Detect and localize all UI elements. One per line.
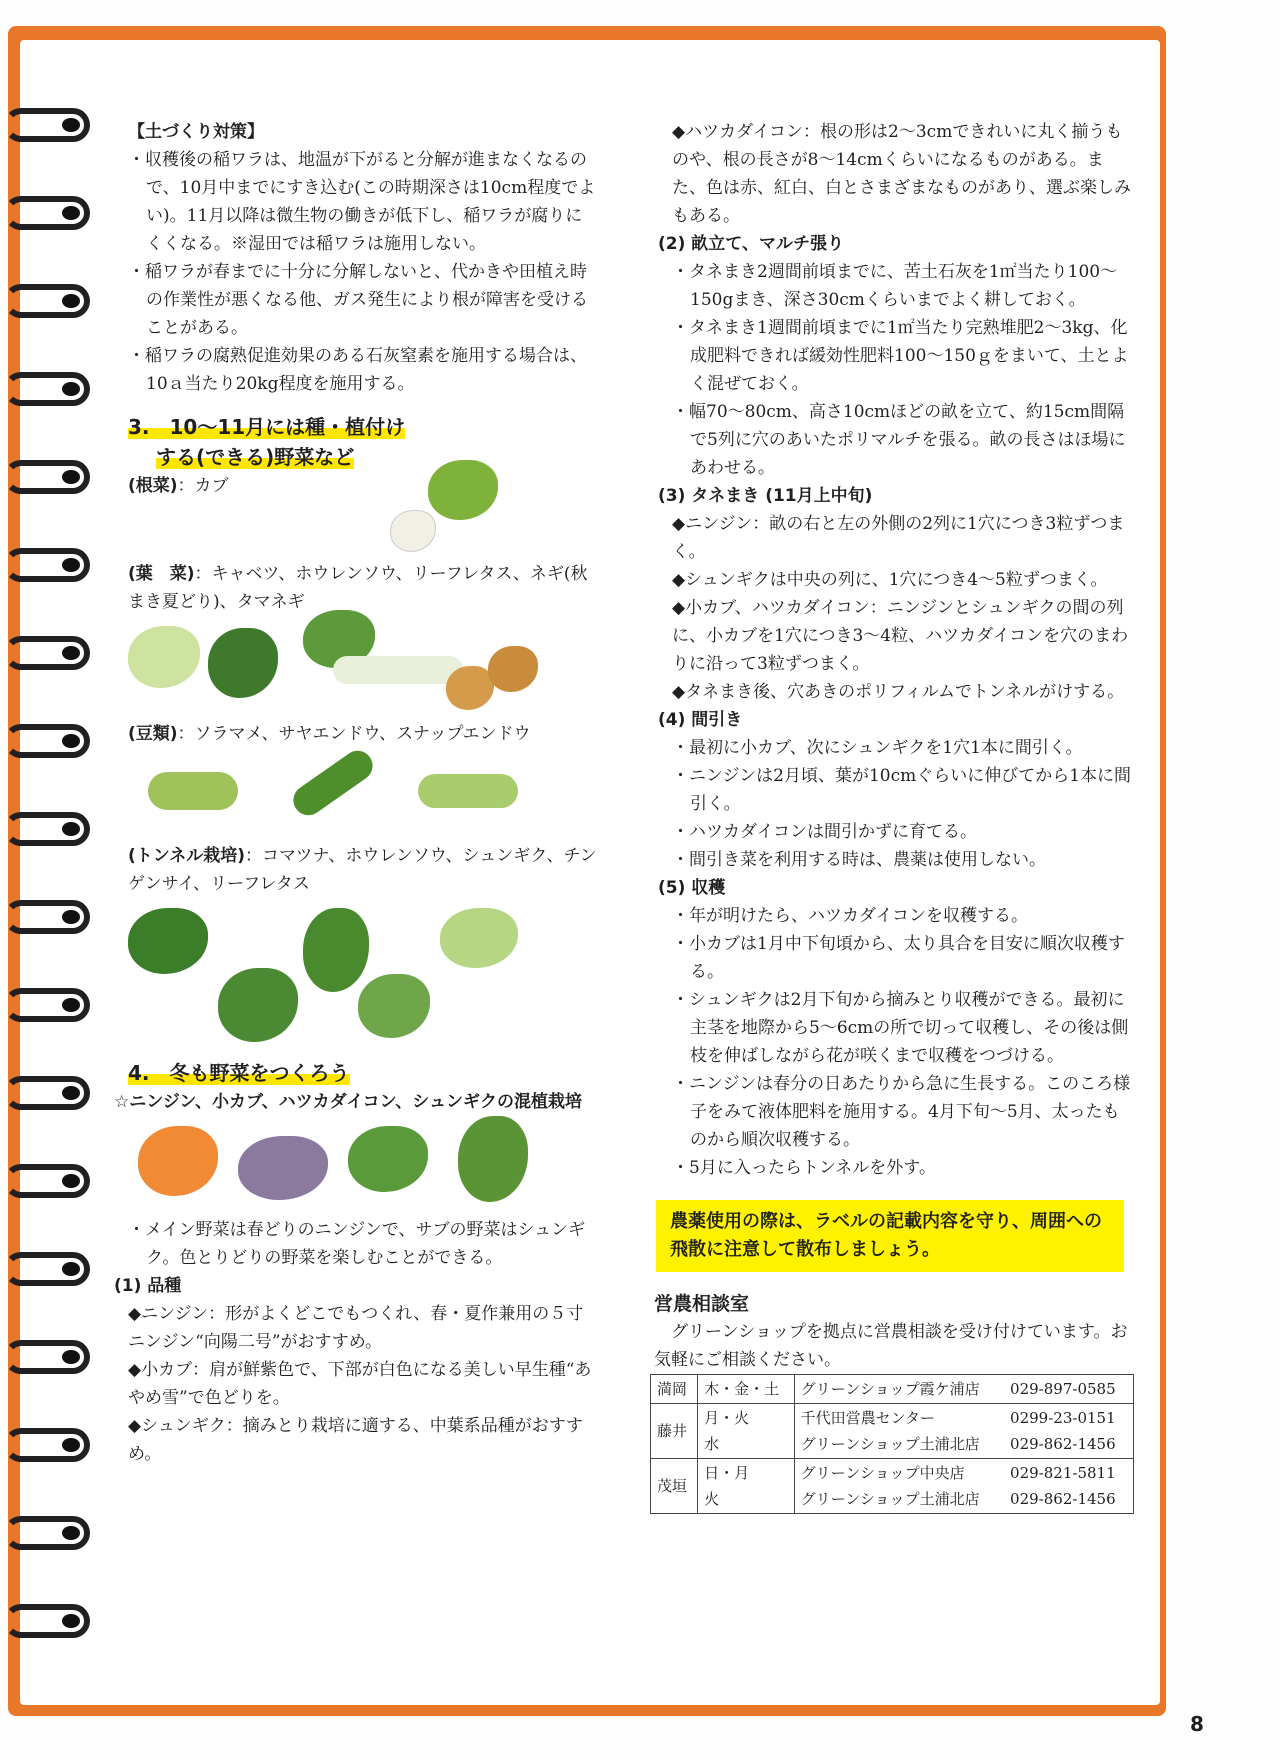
- binder-ring: [4, 1428, 90, 1462]
- sowing-item: ◆タネまき後、穴あきのポリフィルムでトンネルがけする。: [672, 682, 1125, 702]
- sowing-heading: (3) タネまき (11月上中旬): [658, 486, 873, 506]
- shop-line: 千代田営農センター: [800, 1409, 936, 1427]
- section-4-subheading: ☆ニンジン、小カブ、ハツカダイコン、シュンギクの混植栽培: [114, 1092, 582, 1112]
- leaf-veg-text: ：キャベツ、ホウレンソウ、リーフレタス、ネギ(秋まき夏どり)、タマネギ: [128, 564, 588, 612]
- section-3-line1: 3. 10～11月には種・植付け: [128, 415, 406, 439]
- days-cell: [698, 1459, 794, 1514]
- area-cell: 満岡: [651, 1375, 698, 1404]
- radish-variety: ◆ハツカダイコン：根の形は2～3cmできれいに丸く揃うものや、根の長さが8～14cmくらいになるものがある。また、色は赤、紅白、白とさまざまなものがあり、選ぶ楽しみもある。: [672, 122, 1131, 226]
- thinning-bullet: ・間引き菜を利用する時は、農薬は使用しない。: [672, 850, 1046, 870]
- binder-ring: [4, 372, 90, 406]
- area-cell: 藤井: [651, 1404, 698, 1459]
- section-3-heading-cont: [128, 442, 598, 472]
- shop-cell: [794, 1459, 1004, 1514]
- tel-cell: [1004, 1459, 1133, 1514]
- root-veg-text: ：カブ: [177, 476, 229, 496]
- sowing-item: ◆シュンギクは中央の列に、1穴につき4～5粒ずつまく。: [672, 570, 1108, 590]
- shop-line: グリーンショップ土浦北店: [800, 1435, 980, 1453]
- right-column: [654, 118, 1134, 1514]
- days-line: 日・月: [704, 1464, 750, 1482]
- binder-ring: [4, 636, 90, 670]
- days-cell: [698, 1404, 794, 1459]
- variety-item: ◆小カブ：肩が鮮紫色で、下部が白色になる美しい早生種“あやめ雪”で色どりを。: [128, 1360, 592, 1408]
- consult-table: [650, 1374, 1134, 1514]
- leaf-veg-line: [128, 560, 598, 616]
- table-row: [651, 1375, 1134, 1404]
- thinning-bullet: ・ハツカダイコンは間引かずに育てる。: [672, 822, 977, 842]
- binder-ring: [4, 284, 90, 318]
- ridge-bullet: ・タネまき2週間前頃までに、苦土石灰を1㎡当たり100～150gまき、深さ30cmくらいまでよく耕しておく。: [672, 262, 1118, 310]
- tunnel-veg-illustration: [128, 898, 598, 1058]
- consult-heading: 営農相談室: [654, 1293, 750, 1315]
- root-veg-label: (根菜): [128, 476, 178, 496]
- soil-bullet: ・稲ワラの腐熟促進効果のある石灰窒素を施用する場合は、10ａ当たり20kg程度を施用する。: [128, 346, 587, 394]
- thinning-bullet: ・最初に小カブ、次にシュンギクを1穴1本に間引く。: [672, 738, 1083, 758]
- days-line: 水: [704, 1435, 720, 1453]
- sowing-item: ◆小カブ、ハツカダイコン：ニンジンとシュンギクの間の列に、小カブを1穴につき3～4粒、ハツカダイコンを穴のまわりに沿って3粒ずつまく。: [672, 598, 1129, 674]
- binder-ring: [4, 724, 90, 758]
- section-4-title: 4. 冬も野菜をつくろう: [128, 1061, 350, 1085]
- consult-text: グリーンショップを拠点に営農相談を受け付けています。お気軽にご相談ください。: [654, 1322, 1128, 1370]
- bean-text: ：ソラマメ、サヤエンドウ、スナップエンドウ: [177, 724, 531, 744]
- shop-line: グリーンショップ中央店: [800, 1464, 965, 1482]
- sowing-item: ◆ニンジン：畝の右と左の外側の2列に1穴につき3粒ずつまく。: [672, 514, 1125, 562]
- thinning-bullet: ・ニンジンは2月頃、葉が10cmぐらいに伸びてから1本に間引く。: [672, 766, 1132, 814]
- soil-heading: 【土づくり対策】: [128, 122, 264, 142]
- binder-ring: [4, 900, 90, 934]
- bean-illustration: [128, 748, 598, 842]
- harvest-bullet: ・年が明けたら、ハツカダイコンを収穫する。: [672, 906, 1028, 926]
- leaf-veg-label: (葉 菜): [128, 564, 195, 584]
- variety-item: ◆シュンギク：摘みとり栽培に適する、中葉系品種がおすすめ。: [128, 1416, 583, 1464]
- area-cell: 茂垣: [651, 1459, 698, 1514]
- variety-item: ◆ニンジン：形がよくどこでもつくれ、春・夏作兼用の５寸ニンジン“向陽二号”がおすすめ。: [128, 1304, 584, 1352]
- tel-cell: [1004, 1404, 1133, 1459]
- section-3-heading: [128, 412, 598, 442]
- binder-ring: [4, 988, 90, 1022]
- section-4-heading: [128, 1058, 598, 1088]
- binder-ring: [4, 1340, 90, 1374]
- days-line: 月・火: [704, 1409, 750, 1427]
- ridge-bullet: ・幅70～80cm、高さ10cmほどの畝を立て、約15cm間隔で5列に穴のあいたポリマルチを張る。畝の長さはほ場にあわせる。: [672, 402, 1126, 478]
- variety-heading: (1) 品種: [114, 1276, 182, 1296]
- ridge-bullet: ・タネまき1週間前頃までに1㎡当たり完熟堆肥2～3kg、化成肥料できれば緩効性肥料100～150ｇをまいて、土とよく混ぜておく。: [672, 318, 1129, 394]
- tel-line: 029-821-5811: [1010, 1464, 1116, 1482]
- mixed-veg-illustration: [128, 1116, 598, 1216]
- table-row: [651, 1404, 1134, 1459]
- soil-bullet: ・収穫後の稲ワラは、地温が下がると分解が進まなくなるので、10月中までにすき込む(この時期深さは10cm程度でよい)。11月以降は微生物の働きが低下し、稲ワラが腐りにくくなる。※湿田では稲ワラは施用しない。: [128, 150, 596, 254]
- binder-ring: [4, 1516, 90, 1550]
- table-row: [651, 1459, 1134, 1514]
- tel-line: 029-862-1456: [1010, 1490, 1116, 1508]
- binder-ring: [4, 1604, 90, 1638]
- bean-line: [128, 720, 598, 748]
- root-veg-line: [128, 472, 598, 500]
- turnip-illustration: [128, 500, 598, 560]
- tel-line: 0299-23-0151: [1010, 1409, 1116, 1427]
- binder-ring: [4, 460, 90, 494]
- bean-label: (豆類): [128, 724, 178, 744]
- binder-ring: [4, 812, 90, 846]
- days-cell: 木・金・土: [698, 1375, 794, 1404]
- shop-cell: グリーンショップ霞ケ浦店: [794, 1375, 1004, 1404]
- thinning-heading: (4) 間引き: [658, 710, 743, 730]
- left-column: [114, 118, 598, 1468]
- binder-ring: [4, 1076, 90, 1110]
- shop-cell: [794, 1404, 1004, 1459]
- shop-line: グリーンショップ土浦北店: [800, 1490, 980, 1508]
- harvest-bullet: ・シュンギクは2月下旬から摘みとり収穫ができる。最初に主茎を地際から5～6cmの所で切って収穫し、その後は側枝を伸ばしながら花が咲くまで収穫をつづける。: [672, 990, 1129, 1066]
- sec4-bullet: ・メイン野菜は春どりのニンジンで、サブの野菜はシュンギク。色とりどりの野菜を楽しむことができる。: [128, 1220, 586, 1268]
- soil-bullet: ・稲ワラが春までに十分に分解しないと、代かきや田植え時の作業性が悪くなる他、ガス発生により根が障害を受けることがある。: [128, 262, 588, 338]
- section-3-line2: する(できる)野菜など: [156, 445, 355, 469]
- binder-ring: [4, 108, 90, 142]
- days-line: 火: [704, 1490, 720, 1508]
- binder-ring: [4, 1164, 90, 1198]
- pesticide-notice: 農薬使用の際は、ラベルの記載内容を守り、周囲への飛散に注意して散布しましょう。: [656, 1200, 1124, 1272]
- ridge-heading: (2) 畝立て、マルチ張り: [658, 234, 844, 254]
- spiral-binding: [0, 0, 100, 1759]
- tunnel-line: [128, 842, 598, 898]
- harvest-bullet: ・5月に入ったらトンネルを外す。: [672, 1158, 936, 1178]
- tel-cell: 029-897-0585: [1004, 1375, 1133, 1404]
- binder-ring: [4, 1252, 90, 1286]
- tunnel-label: (トンネル栽培): [128, 846, 246, 866]
- harvest-bullet: ・小カブは1月中下旬頃から、太り具合を目安に順次収穫する。: [672, 934, 1125, 982]
- page-number: 8: [1190, 1712, 1204, 1736]
- harvest-heading: (5) 収穫: [658, 878, 726, 898]
- tunnel-text: ：コマツナ、ホウレンソウ、シュンギク、チンゲンサイ、リーフレタス: [128, 846, 597, 894]
- binder-ring: [4, 548, 90, 582]
- binder-ring: [4, 196, 90, 230]
- leaf-veg-illustration: [128, 616, 598, 720]
- tel-line: 029-862-1456: [1010, 1435, 1116, 1453]
- harvest-bullet: ・ニンジンは春分の日あたりから急に生長する。このころ様子をみて液体肥料を施用する。4月下旬～5月、太ったものから順次収穫する。: [672, 1074, 1131, 1150]
